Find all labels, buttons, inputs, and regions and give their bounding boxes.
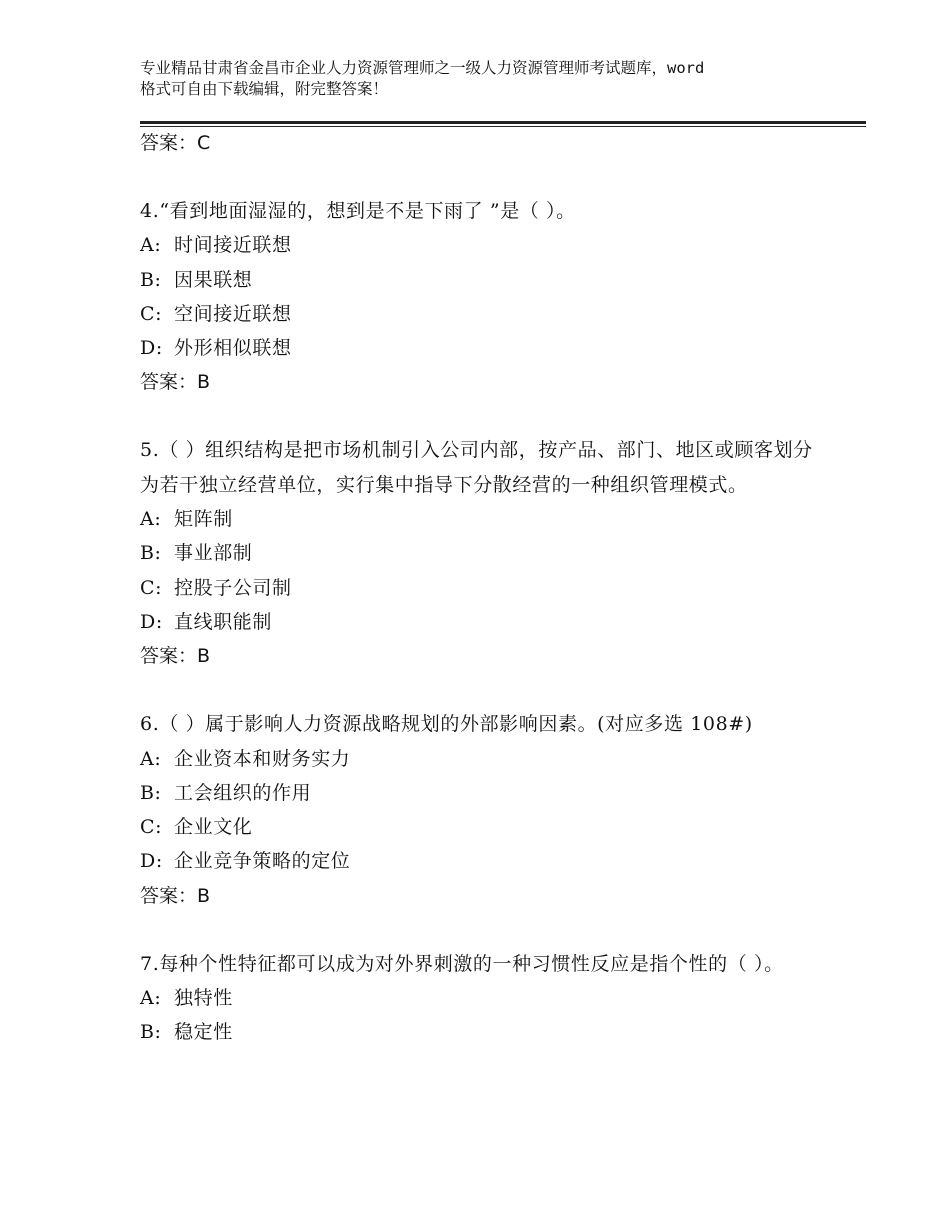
option-text: 工会组织的作用	[174, 781, 312, 804]
header-line-1: 专业精品甘肃省金昌市企业人力资源管理师之一级人力资源管理师考试题库，word	[140, 59, 705, 77]
option-b	[140, 776, 820, 810]
option-letter: A:	[140, 747, 162, 770]
option-c	[140, 810, 820, 844]
option-letter: B:	[140, 1021, 162, 1044]
option-a	[140, 502, 820, 536]
option-b	[140, 263, 820, 297]
question-block	[140, 707, 820, 912]
option-text: 事业部制	[174, 542, 253, 565]
question-text: 7.每种个性特征都可以成为对外界刺激的一种习惯性反应是指个性的（ ）。	[140, 952, 784, 975]
header-rule-thick	[140, 121, 866, 124]
option-a	[140, 981, 820, 1015]
option-b	[140, 536, 820, 570]
answer-label: 答案：	[140, 645, 198, 668]
option-text: 独特性	[174, 987, 233, 1010]
answer-line	[140, 879, 820, 913]
option-text: 矩阵制	[174, 508, 233, 531]
question-block	[140, 433, 820, 673]
option-letter: D:	[140, 850, 163, 873]
option-a	[140, 228, 820, 262]
answer-line	[140, 639, 820, 673]
option-text: 外形相似联想	[174, 337, 292, 360]
document-header	[140, 58, 830, 100]
option-letter: D:	[140, 337, 163, 360]
answer-line	[140, 126, 820, 160]
option-text: 控股子公司制	[174, 576, 292, 599]
option-letter: B:	[140, 781, 162, 804]
answer-label: 答案：	[140, 884, 198, 907]
option-c	[140, 571, 820, 605]
question-text: 5.（ ）组织结构是把市场机制引入公司内部，按产品、部门、地区或顾客划分为若干独立经营单位，实行集中指导下分散经营的一种组织管理模式。	[140, 439, 813, 496]
header-line-2: 格式可自由下载编辑，附完整答案！	[140, 80, 389, 98]
option-letter: D:	[140, 610, 163, 633]
document-body	[140, 126, 820, 1050]
option-text: 稳定性	[174, 1021, 233, 1044]
option-b	[140, 1015, 820, 1049]
option-c	[140, 297, 820, 331]
option-letter: C:	[140, 302, 163, 325]
question-text: 6.（ ）属于影响人力资源战略规划的外部影响因素。(对应多选 108#)	[140, 713, 753, 736]
option-text: 企业资本和财务实力	[174, 747, 351, 770]
option-text: 空间接近联想	[174, 302, 292, 325]
answer-label: 答案：	[140, 132, 198, 154]
option-d	[140, 331, 820, 365]
option-letter: A:	[140, 987, 162, 1010]
answer-label: 答案：	[140, 371, 198, 394]
question-block	[140, 194, 820, 399]
option-letter: C:	[140, 576, 163, 599]
option-text: 时间接近联想	[174, 234, 292, 257]
option-text: 企业文化	[174, 816, 253, 839]
option-letter: B:	[140, 542, 162, 565]
option-d	[140, 605, 820, 639]
option-text: 直线职能制	[174, 610, 273, 633]
answer-line	[140, 365, 820, 399]
answer-value: B	[197, 884, 211, 907]
option-text: 因果联想	[174, 268, 253, 291]
answer-value: B	[197, 645, 211, 668]
question-block	[140, 947, 820, 1050]
answer-value: C	[197, 132, 211, 154]
option-a	[140, 742, 820, 776]
question-text: 4.“看到地面湿湿的，想到是不是下雨了 ”是（ ）。	[140, 200, 576, 222]
option-d	[140, 844, 820, 878]
option-letter: A:	[140, 234, 162, 257]
option-letter: B:	[140, 268, 162, 291]
option-letter: C:	[140, 816, 163, 839]
option-letter: A:	[140, 508, 162, 531]
answer-value: B	[197, 371, 211, 394]
option-text: 企业竞争策略的定位	[174, 850, 351, 873]
